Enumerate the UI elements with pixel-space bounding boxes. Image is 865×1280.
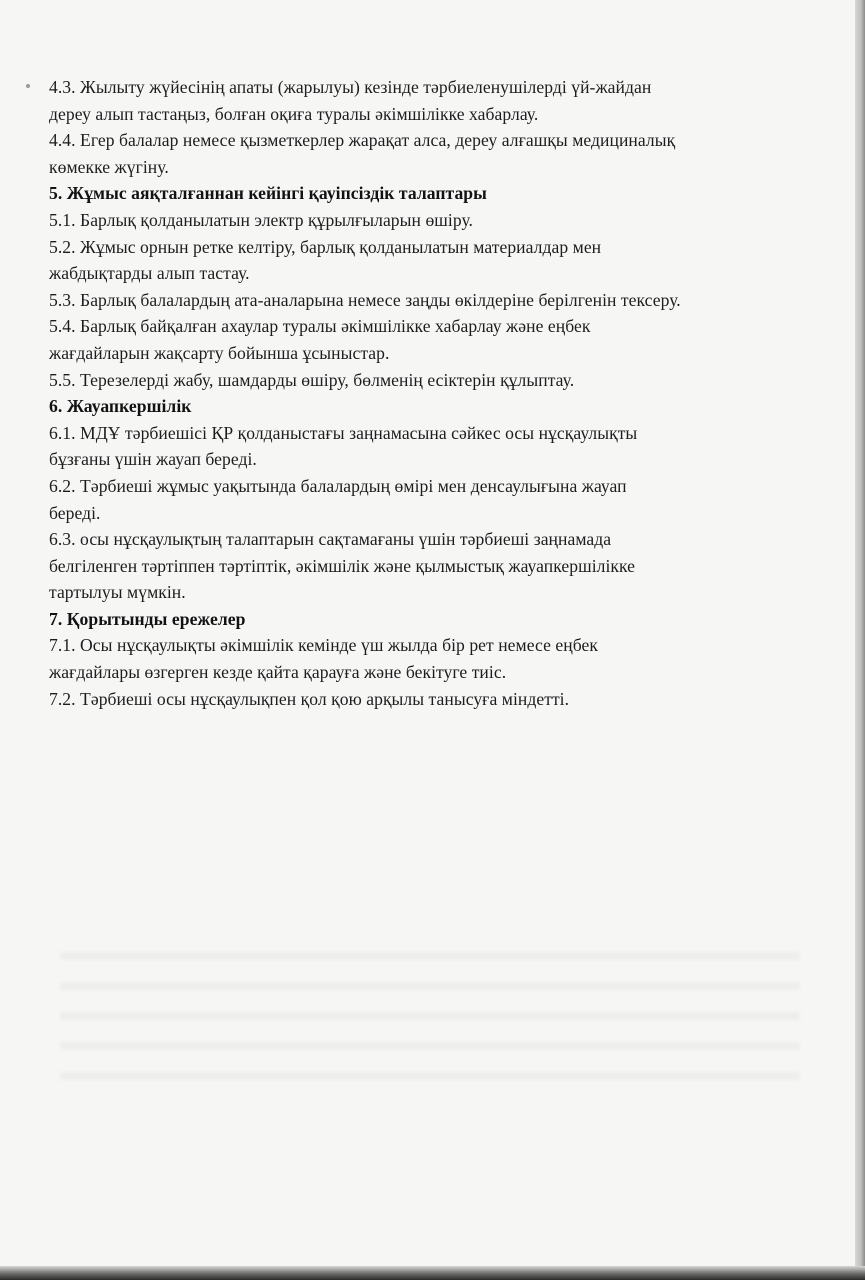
text-line: 5.4. Барлық байқалған ахаулар туралы әкімшілікке хабарлау және еңбек <box>49 316 591 337</box>
show-through-text <box>60 930 800 1080</box>
text-line: 4.3. Жылыту жүйесінің апаты (жарылуы) кезінде тәрбиеленушілерді үй-жайдан <box>49 77 652 97</box>
text-line: 4.4. Егер балалар немесе қызметкерлер жарақат алса, дереу алғашқы медициналық <box>49 130 676 151</box>
scan-edge-bottom <box>0 1266 865 1280</box>
text-line: жағдайларын жақсарту бойынша ұсыныстар. <box>49 342 390 363</box>
scan-edge-right <box>855 0 865 1280</box>
section-heading: 7. Қорытынды ережелер <box>49 608 246 629</box>
section-heading: 5. Жұмыс аяқталғаннан кейінгі қауіпсіздік талаптары <box>49 183 487 204</box>
text-line: бұзғаны үшін жауап береді. <box>49 449 257 470</box>
text-line: дереу алып тастаңыз, болған оқиға туралы әкімшілікке хабарлау. <box>49 103 539 124</box>
text-line: белгіленген тәртіппен тәртіптік, әкімшілік және қылмыстық жауапкершілікке <box>49 555 636 576</box>
text-line: 5.3. Барлық балалардың ата-аналарына немесе заңды өкілдеріне берілгенін тексеру. <box>49 289 681 310</box>
text-line: 5.5. Терезелерді жабу, шамдарды өшіру, бөлменің есіктерін құлыптау. <box>49 369 575 390</box>
text-line: береді. <box>49 502 101 523</box>
text-line: 6.2. Тәрбиеші жұмыс уақытында балалардың өмірі мен денсаулығына жауап <box>49 475 627 496</box>
scan-speck <box>26 84 30 88</box>
text-line: 7.1. Осы нұсқаулықты әкімшілік кемінде үш жылда бір рет немесе еңбек <box>49 635 598 656</box>
text-line: 5.1. Барлық қолданылатын электр құрылғыларын өшіру. <box>49 209 473 230</box>
text-line: 7.2. Тәрбиеші осы нұсқаулықпен қол қою арқылы танысуға міндетті. <box>49 688 570 709</box>
text-line: 6.1. МДҰ тәрбиешісі ҚР қолданыстағы заңнамасына сәйкес осы нұсқаулықты <box>49 422 638 443</box>
text-line: 5.2. Жұмыс орнын ретке келтіру, барлық қолданылатын материалдар мен <box>49 236 602 257</box>
text-line: жағдайлары өзгерген кезде қайта қарауға және бекітуге тиіс. <box>49 662 507 683</box>
section-heading: 6. Жауапкершілік <box>49 396 192 417</box>
text-line: көмекке жүгіну. <box>49 156 169 177</box>
text-line: жабдықтарды алып тастау. <box>49 263 250 284</box>
document-body <box>49 74 809 712</box>
text-line: тартылуы мүмкін. <box>49 582 186 603</box>
text-line: 6.3. осы нұсқаулықтың талаптарын сақтамағаны үшін тәрбиеші заңнамада <box>49 529 612 550</box>
